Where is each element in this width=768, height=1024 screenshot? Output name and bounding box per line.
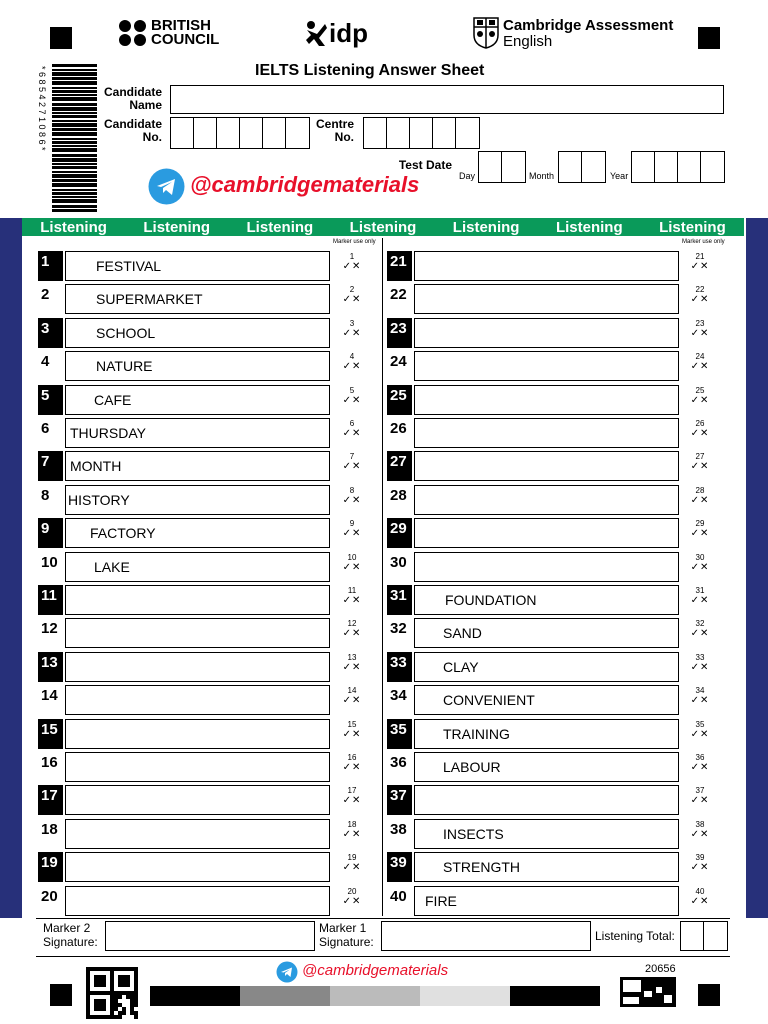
marker-tick-cross[interactable]: [683, 252, 717, 282]
question-number: 33: [387, 652, 412, 682]
marker-number: 24: [695, 352, 705, 361]
marker-number: 28: [695, 486, 705, 495]
question-number: 2: [41, 286, 50, 303]
marker-tick-cross[interactable]: [335, 252, 369, 282]
marker-tick-cross[interactable]: [335, 352, 369, 382]
marker-tick-cross[interactable]: [683, 753, 717, 783]
question-number: 39: [387, 852, 412, 882]
question-number: 10: [41, 554, 58, 571]
marker-tick-cross[interactable]: [335, 586, 369, 616]
marker-tick-cross[interactable]: [683, 319, 717, 349]
question-number: 37: [387, 785, 412, 815]
answer-text: FACTORY: [90, 525, 156, 541]
marker-tick-cross[interactable]: [335, 419, 369, 449]
marker-tick-cross[interactable]: [683, 820, 717, 850]
tick-cross-icon: ✓✕: [690, 294, 710, 305]
qr-code: [86, 967, 138, 1019]
answer-field[interactable]: [414, 618, 679, 648]
marker-tick-cross[interactable]: [683, 653, 717, 683]
marker-number: 7: [349, 452, 355, 461]
marker-number: 3: [349, 319, 355, 328]
calibration-bar-gray-3: [420, 986, 510, 1006]
marker-number: 11: [347, 586, 357, 595]
marker-number: 32: [695, 619, 705, 628]
answer-field[interactable]: [414, 852, 679, 882]
tick-cross-icon: ✓✕: [690, 495, 710, 506]
marker-use-only-right: Marker use only: [682, 239, 725, 245]
form-code: 20656: [645, 963, 676, 975]
marker-tick-cross[interactable]: [683, 452, 717, 482]
idp-text: idp: [329, 18, 368, 48]
question-number: 31: [387, 585, 412, 615]
registration-mark-top-right: [698, 27, 720, 49]
question-number: 34: [390, 687, 407, 704]
answer-field[interactable]: [414, 585, 679, 615]
tick-cross-icon: ✓✕: [690, 595, 710, 606]
question-number: 22: [390, 286, 407, 303]
answer-text: THURSDAY: [70, 425, 146, 441]
year-field[interactable]: [631, 151, 725, 183]
footer-telegram-watermark[interactable]: [276, 961, 449, 988]
tick-cross-icon: ✓✕: [342, 395, 362, 406]
marker-number: 6: [349, 419, 355, 428]
answer-text: MONTH: [70, 458, 122, 474]
footer-watermark-text: @cambridgematerials: [302, 962, 449, 979]
idp-figure-icon: [305, 20, 327, 46]
marker2-signature-label: Marker 2 Signature:: [43, 921, 98, 949]
question-number: 21: [387, 251, 412, 281]
answer-field[interactable]: [65, 852, 330, 882]
marker-number: 40: [695, 887, 705, 896]
answer-field[interactable]: [65, 652, 330, 682]
day-field[interactable]: [478, 151, 526, 183]
answer-field[interactable]: [65, 418, 330, 448]
marker-tick-cross[interactable]: [683, 519, 717, 549]
answer-field[interactable]: [414, 819, 679, 849]
tick-cross-icon: ✓✕: [690, 896, 710, 907]
answer-field[interactable]: [65, 752, 330, 782]
question-number: 13: [38, 652, 63, 682]
answer-field[interactable]: [414, 652, 679, 682]
answer-text: HISTORY: [68, 492, 130, 508]
british-council-text-line2: COUNCIL: [151, 31, 220, 48]
answer-text: SCHOOL: [96, 325, 156, 341]
band-word: Listening: [555, 218, 623, 236]
marker-number: 17: [347, 786, 357, 795]
cambridge-crest-icon: [473, 17, 499, 49]
answer-text: TRAINING: [443, 726, 510, 742]
question-number: 26: [390, 420, 407, 437]
listening-total-field[interactable]: [680, 921, 728, 951]
marker1-signature-field[interactable]: [381, 921, 591, 951]
answer-field[interactable]: [65, 585, 330, 615]
answer-text: FESTIVAL: [96, 258, 162, 274]
marker-number: 8: [349, 486, 355, 495]
marker-tick-cross[interactable]: [683, 586, 717, 616]
cambridge-text-line1: Cambridge Assessment: [503, 17, 674, 34]
band-word: Listening: [659, 218, 726, 236]
tick-cross-icon: ✓✕: [342, 695, 362, 706]
marker-tick-cross[interactable]: [335, 853, 369, 883]
answer-field[interactable]: [65, 284, 330, 314]
question-number: 14: [41, 687, 58, 704]
marker-number: 13: [347, 653, 357, 662]
british-council-logo: [118, 17, 220, 52]
candidate-name-label: Candidate Name: [103, 85, 162, 112]
answer-text: INSECTS: [443, 826, 504, 842]
month-label: Month: [529, 171, 555, 181]
registration-mark-bottom-left: [50, 984, 72, 1006]
tick-cross-icon: ✓✕: [342, 528, 362, 539]
candidate-no-field[interactable]: [170, 117, 310, 149]
british-council-text-line1: BRITISH: [151, 17, 211, 34]
question-number: 8: [41, 487, 50, 504]
marker-number: 5: [349, 386, 355, 395]
marker-number: 33: [695, 653, 705, 662]
question-number: 18: [41, 821, 58, 838]
question-number: 40: [390, 888, 407, 905]
answer-text: STRENGTH: [443, 859, 520, 875]
question-number: 6: [41, 420, 50, 437]
question-number: 15: [38, 719, 63, 749]
marker-number: 20: [347, 887, 357, 896]
question-number: 27: [387, 451, 412, 481]
answer-text: FOUNDATION: [445, 592, 537, 608]
answer-text: CLAY: [443, 659, 479, 675]
question-number: 29: [387, 518, 412, 548]
question-number: 4: [41, 353, 50, 370]
question-number: 7: [38, 451, 63, 481]
answer-field[interactable]: [414, 284, 679, 314]
marker-number: 30: [695, 553, 705, 562]
day-label: Day: [459, 171, 476, 181]
answer-field[interactable]: [65, 719, 330, 749]
band-word: Listening: [143, 218, 211, 236]
marker-tick-cross[interactable]: [335, 887, 369, 917]
answer-field[interactable]: [414, 418, 679, 448]
marker1-signature-label: Marker 1 Signature:: [319, 921, 374, 949]
marker-number: 31: [695, 586, 705, 595]
tick-cross-icon: ✓✕: [690, 395, 710, 406]
marker-tick-cross[interactable]: [683, 553, 717, 583]
marker-number: 4: [349, 352, 355, 361]
marker-tick-cross[interactable]: [683, 887, 717, 917]
telegram-icon: [276, 961, 298, 983]
answer-field[interactable]: [414, 518, 679, 548]
question-number: 23: [387, 318, 412, 348]
left-side-bar: [0, 218, 22, 918]
registration-mark-top-left: [50, 27, 72, 49]
tick-cross-icon: ✓✕: [342, 729, 362, 740]
question-number: 1: [38, 251, 63, 281]
answer-field[interactable]: [65, 451, 330, 481]
marker2-signature-field[interactable]: [105, 921, 315, 951]
tick-cross-icon: ✓✕: [342, 896, 362, 907]
answer-field[interactable]: [414, 451, 679, 481]
question-number: 36: [390, 754, 407, 771]
band-word: Listening: [40, 218, 107, 236]
question-number: 9: [38, 518, 63, 548]
marker-tick-cross[interactable]: [335, 519, 369, 549]
marker-number: 35: [695, 720, 705, 729]
answer-field[interactable]: [414, 552, 679, 582]
question-number: 3: [38, 318, 63, 348]
question-number: 35: [387, 719, 412, 749]
calibration-bar-black-2: [510, 986, 600, 1006]
test-date-label: Test Date: [398, 158, 452, 172]
answer-field[interactable]: [65, 485, 330, 515]
tick-cross-icon: ✓✕: [690, 628, 710, 639]
answer-field[interactable]: [414, 385, 679, 415]
candidate-name-field[interactable]: [170, 85, 724, 114]
tick-cross-icon: ✓✕: [690, 461, 710, 472]
marker-number: 25: [695, 386, 705, 395]
answer-field[interactable]: [414, 685, 679, 715]
marker-tick-cross[interactable]: [683, 419, 717, 449]
marker-tick-cross[interactable]: [335, 786, 369, 816]
tick-cross-icon: ✓✕: [690, 729, 710, 740]
column-divider: [382, 238, 383, 916]
marker-number: 19: [347, 853, 357, 862]
answer-field[interactable]: [65, 618, 330, 648]
marker-number: 36: [695, 753, 705, 762]
answer-field[interactable]: [65, 785, 330, 815]
marker-number: 18: [347, 820, 357, 829]
marker-tick-cross[interactable]: [335, 285, 369, 315]
marker-number: 16: [347, 753, 357, 762]
tick-cross-icon: ✓✕: [690, 829, 710, 840]
tick-cross-icon: ✓✕: [342, 261, 362, 272]
question-number: 20: [41, 888, 58, 905]
marker-number: 2: [349, 285, 355, 294]
tick-cross-icon: ✓✕: [690, 328, 710, 339]
answer-text: LAKE: [94, 559, 130, 575]
question-number: 32: [390, 620, 407, 637]
answer-text: CAFE: [94, 392, 132, 408]
marker-number: 1: [349, 252, 355, 261]
registration-mark-bottom-right: [698, 984, 720, 1006]
marker-number: 26: [695, 419, 705, 428]
tick-cross-icon: ✓✕: [342, 495, 362, 506]
question-number: 11: [38, 585, 63, 615]
marker-tick-cross[interactable]: [335, 486, 369, 516]
answer-field[interactable]: [65, 385, 330, 415]
question-number: 38: [390, 821, 407, 838]
tick-cross-icon: ✓✕: [690, 762, 710, 773]
question-number: 5: [38, 385, 63, 415]
calibration-bar-black-1: [150, 986, 240, 1006]
calibration-bar-gray-1: [240, 986, 330, 1006]
centre-no-label: Centre No.: [315, 117, 354, 144]
marker-number: 10: [347, 553, 357, 562]
answer-field[interactable]: [414, 752, 679, 782]
marker-tick-cross[interactable]: [335, 753, 369, 783]
answer-field[interactable]: [65, 819, 330, 849]
month-field[interactable]: [558, 151, 606, 183]
marker-tick-cross[interactable]: [335, 619, 369, 649]
question-number: 25: [387, 385, 412, 415]
tick-cross-icon: ✓✕: [342, 662, 362, 673]
marker-tick-cross[interactable]: [683, 786, 717, 816]
listening-band: [22, 218, 744, 236]
right-side-bar: [746, 218, 768, 918]
question-number: 19: [38, 852, 63, 882]
answer-field[interactable]: [414, 785, 679, 815]
marker-number: 23: [695, 319, 705, 328]
marker-tick-cross[interactable]: [683, 853, 717, 883]
candidate-no-label: Candidate No.: [103, 117, 162, 144]
question-number: 24: [390, 353, 407, 370]
answer-field[interactable]: [414, 251, 679, 281]
side-barcode-bars: [52, 64, 97, 212]
tick-cross-icon: ✓✕: [342, 361, 362, 372]
year-label: Year: [610, 171, 629, 181]
listening-total-label: Listening Total:: [595, 929, 675, 943]
question-number: 28: [390, 487, 407, 504]
answer-field[interactable]: [65, 251, 330, 281]
marker-tick-cross[interactable]: [683, 619, 717, 649]
answer-text: FIRE: [425, 893, 457, 909]
marker-tick-cross[interactable]: [683, 386, 717, 416]
marker-tick-cross[interactable]: [335, 686, 369, 716]
marker-number: 29: [695, 519, 705, 528]
tick-cross-icon: ✓✕: [342, 628, 362, 639]
question-number: 17: [38, 785, 63, 815]
tick-cross-icon: ✓✕: [342, 795, 362, 806]
tick-cross-icon: ✓✕: [342, 294, 362, 305]
marker-tick-cross[interactable]: [335, 452, 369, 482]
marker-number: 22: [695, 285, 705, 294]
marker-tick-cross[interactable]: [335, 820, 369, 850]
question-number: 30: [390, 554, 407, 571]
marker-tick-cross[interactable]: [683, 352, 717, 382]
footer-rule: [36, 918, 730, 919]
answer-text: SAND: [443, 625, 482, 641]
marker-tick-cross[interactable]: [683, 720, 717, 750]
band-word: Listening: [452, 218, 520, 236]
marker-number: 12: [347, 619, 357, 628]
side-barcode-digits: * 6 8 5 4 2 7 1 0 8 6 *: [37, 66, 47, 151]
marker-tick-cross[interactable]: [335, 553, 369, 583]
tick-cross-icon: ✓✕: [690, 261, 710, 272]
page-title: IELTS Listening Answer Sheet: [255, 62, 485, 79]
answer-field[interactable]: [65, 318, 330, 348]
answer-text: CONVENIENT: [443, 692, 535, 708]
tick-cross-icon: ✓✕: [690, 361, 710, 372]
telegram-watermark[interactable]: [148, 168, 420, 210]
tick-cross-icon: ✓✕: [690, 562, 710, 573]
idp-logo: [305, 18, 368, 51]
footer-rule-2: [36, 956, 730, 957]
tick-cross-icon: ✓✕: [342, 595, 362, 606]
tick-cross-icon: ✓✕: [342, 461, 362, 472]
marker-number: 37: [695, 786, 705, 795]
tick-cross-icon: ✓✕: [690, 695, 710, 706]
answer-field[interactable]: [414, 318, 679, 348]
marker-tick-cross[interactable]: [683, 285, 717, 315]
marker-number: 34: [695, 686, 705, 695]
tick-cross-icon: ✓✕: [690, 795, 710, 806]
tick-cross-icon: ✓✕: [690, 428, 710, 439]
answer-field[interactable]: [65, 886, 330, 916]
answer-field[interactable]: [414, 719, 679, 749]
marker-tick-cross[interactable]: [335, 386, 369, 416]
tick-cross-icon: ✓✕: [342, 328, 362, 339]
tick-cross-icon: ✓✕: [342, 862, 362, 873]
answer-field[interactable]: [65, 351, 330, 381]
tick-cross-icon: ✓✕: [342, 562, 362, 573]
marker-number: 39: [695, 853, 705, 862]
answer-field[interactable]: [414, 886, 679, 916]
calibration-bar-gray-2: [330, 986, 420, 1006]
band-word: Listening: [246, 218, 314, 236]
answer-text: NATURE: [96, 358, 153, 374]
tick-cross-icon: ✓✕: [342, 829, 362, 840]
marker-number: 15: [347, 720, 357, 729]
side-barcode: [52, 64, 97, 212]
form-id-code: [620, 977, 676, 1007]
marker-tick-cross[interactable]: [683, 486, 717, 516]
marker-number: 38: [695, 820, 705, 829]
band-word: Listening: [349, 218, 417, 236]
telegram-icon: [148, 168, 185, 205]
marker-number: 9: [349, 519, 355, 528]
answer-text: SUPERMARKET: [96, 291, 203, 307]
british-council-dots-icon: [118, 19, 148, 47]
cambridge-text-line2: English: [503, 33, 553, 50]
tick-cross-icon: ✓✕: [690, 862, 710, 873]
cambridge-logo: [473, 17, 674, 54]
marker-use-only-left: Marker use only: [333, 239, 376, 245]
tick-cross-icon: ✓✕: [690, 662, 710, 673]
tick-cross-icon: ✓✕: [342, 762, 362, 773]
watermark-text: @cambridgematerials: [190, 172, 420, 197]
marker-number: 14: [347, 686, 357, 695]
marker-tick-cross[interactable]: [335, 319, 369, 349]
tick-cross-icon: ✓✕: [690, 528, 710, 539]
marker-number: 27: [695, 452, 705, 461]
answer-field[interactable]: [65, 518, 330, 548]
answer-text: LABOUR: [443, 759, 501, 775]
answer-field[interactable]: [65, 685, 330, 715]
tick-cross-icon: ✓✕: [342, 428, 362, 439]
marker-tick-cross[interactable]: [335, 653, 369, 683]
question-number: 12: [41, 620, 58, 637]
answer-field[interactable]: [414, 485, 679, 515]
question-number: 16: [41, 754, 58, 771]
answer-field[interactable]: [65, 552, 330, 582]
answer-field[interactable]: [414, 351, 679, 381]
marker-tick-cross[interactable]: [335, 720, 369, 750]
marker-tick-cross[interactable]: [683, 686, 717, 716]
marker-number: 21: [695, 252, 705, 261]
centre-no-field[interactable]: [363, 117, 480, 149]
